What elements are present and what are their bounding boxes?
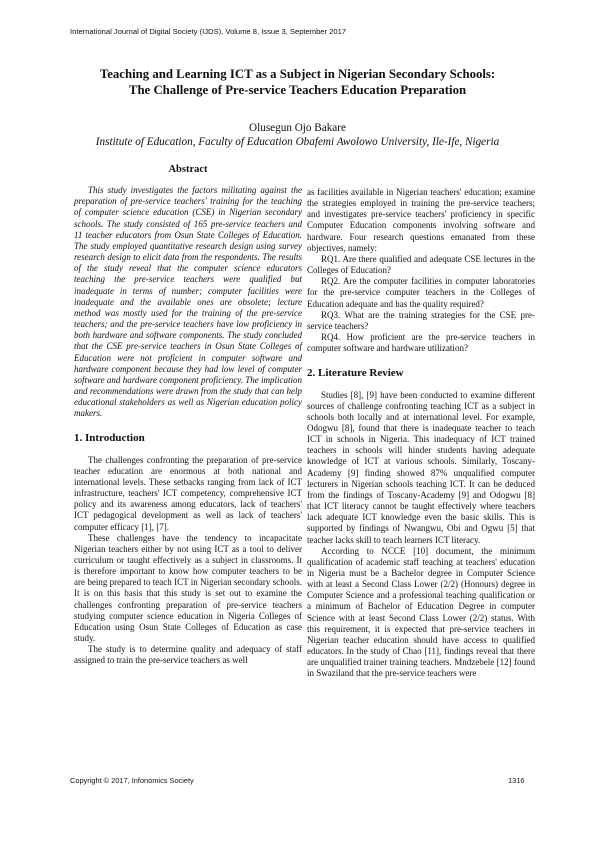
research-question-1: RQ1. Are there qualified and adequate CSE lectures in the Colleges of Education? (307, 253, 535, 276)
title-line-2: The Challenge of Pre-service Teachers Education Preparation (128, 83, 467, 97)
page-number: 1316 (508, 776, 525, 785)
title-line-1: Teaching and Learning ICT as a Subject in Nigerian Secondary Schools: (99, 67, 496, 81)
abstract-heading: Abstract (168, 164, 208, 175)
left-column (74, 164, 302, 667)
literature-paragraph-1: Studies [8], [9] have been conducted to examine different sources of challenge confronting teaching ICT as a subject in schools both locally and at international level. For example, Odogwu [8], found that there is inadequate teacher to teach ICT in schools in Nigeria. This inadequacy of ICT trained teachers in schools will hinder students having adequate knowledge of ICT at various schools. Similarly, Toscany-Academy [9] finding showed 87% unqualified computer lecturers in Nigerian schools teaching ICT. It can be deduced from the findings of Toscany-Academy [9] and Odogwu [8] that ICT literacy cannot be taught effectively where teachers lack adequate ICT knowledge even the basic skills. This is supported by findings of Nwangwu, Obi and Ogwu [5] that teacher lacks skill to teach learners ICT literacy. (307, 389, 535, 545)
introduction-heading: 1. Introduction (74, 432, 145, 445)
research-question-4: RQ4. How proficient are the pre-service teachers in computer software and hardware utilization? (307, 332, 535, 354)
research-question-2: RQ2. Are the computer facilities in computer laboratories for the pre-service computer teachers in the Colleges of Education adequate and has the quality required? (307, 276, 535, 309)
literature-review-heading: 2. Literature Review (307, 367, 404, 380)
abstract-text: This study investigates the factors militating against the preparation of pre-service teachers' training for the teaching of computer science education (CSE) in Nigerian secondary schools. The study consisted of 165 pre-service teachers and 11 teacher educators from Osun State Colleges of Education. The study employed quantitative research design using survey research design to elicit data from the respondents. The results of the study reveal that the computer science educators teaching the pre-service teachers were qualified but inadequate in terms of number; computer facilities were inadequate and the available ones are obsolete; lecture method was mostly used for the training of the pre-service teachers; and the pre-service teachers have low proficiency in both hardware and software components. The study concluded that the CSE pre-service teachers in Osun State Colleges of Education were not proficient in computer software and hardware component because they had low level of computer software and hardware component proficiency. The implication and recommendations were drawn from the study that can help educational stakeholders as well as Nigerian education policy makers. (74, 185, 302, 419)
literature-paragraph-2: According to NCCE [10] document, the minimum qualification of academic staff teaching at teachers' education in Nigeria must be a Bachelor degree in Computer Science with at least a Second Class Lower (2/2) (Honours) degree in Computer Science and a professional teaching qualification or a minimum of Bachelor of Education Degree in computer Science with at least Second Class Lower (2/2) status. With this requirement, it is expected that pre-service teachers in Nigerian teacher education should have access to qualified educators. In the study of Chao [11], findings reveal that there are unqualified trainer training teachers. Mndzebele [12] found in Swaziland that the pre-service teachers were (307, 545, 535, 679)
research-question-3: RQ3. What are the training strategies for the CSE pre-service teachers? (307, 309, 535, 331)
right-column (307, 187, 535, 680)
intro-paragraph-3: The study is to determine quality and adequacy of staff assigned to train the pre-service teachers as well (74, 644, 302, 666)
paper-title (50, 66, 545, 98)
copyright-footer: Copyright © 2017, Infonomics Society (70, 776, 194, 785)
author-affiliation: Institute of Education, Faculty of Education Obafemi Awolowo University, Ile-Ife, Nigeria (95, 136, 500, 148)
author-name: Olusegun Ojo Bakare (249, 122, 346, 134)
journal-header: International Journal of Digital Society (IJDS), Volume 8, Issue 3, September 2017 (70, 27, 347, 36)
intro-paragraph-1: The challenges confronting the preparation of pre-service teacher education are enormous at both national and international levels. These setbacks ranging from lack of ICT infrastructure, teachers' ICT competency, comprehensive ICT policy and its awareness among educators, lack of teachers' ICT pedagogical development as well as lack of teachers' computer efficacy [1], [7]. (74, 454, 302, 532)
intro-paragraph-2: These challenges have the tendency to incapacitate Nigerian teachers either by not using ICT as a tool to deliver curriculum or taught effectively as a subject in classrooms. It is therefore important to know how computer teachers to be are being prepared to teach ICT in Nigerian secondary schools. It is on this basis that this study is set out to examine the challenges confronting preparation of pre-service teachers studying computer science education in Nigeria Colleges of Education using Osun State Colleges of Education as case study. (74, 532, 302, 644)
intro-continuation: as facilities available in Nigerian teachers' education; examine the strategies employed in training the pre-service teachers; and investigates pre-service teachers' proficiency in specific Computer Education components involving software and hardware. Four research questions emanated from these objectives, namely: (307, 187, 535, 253)
